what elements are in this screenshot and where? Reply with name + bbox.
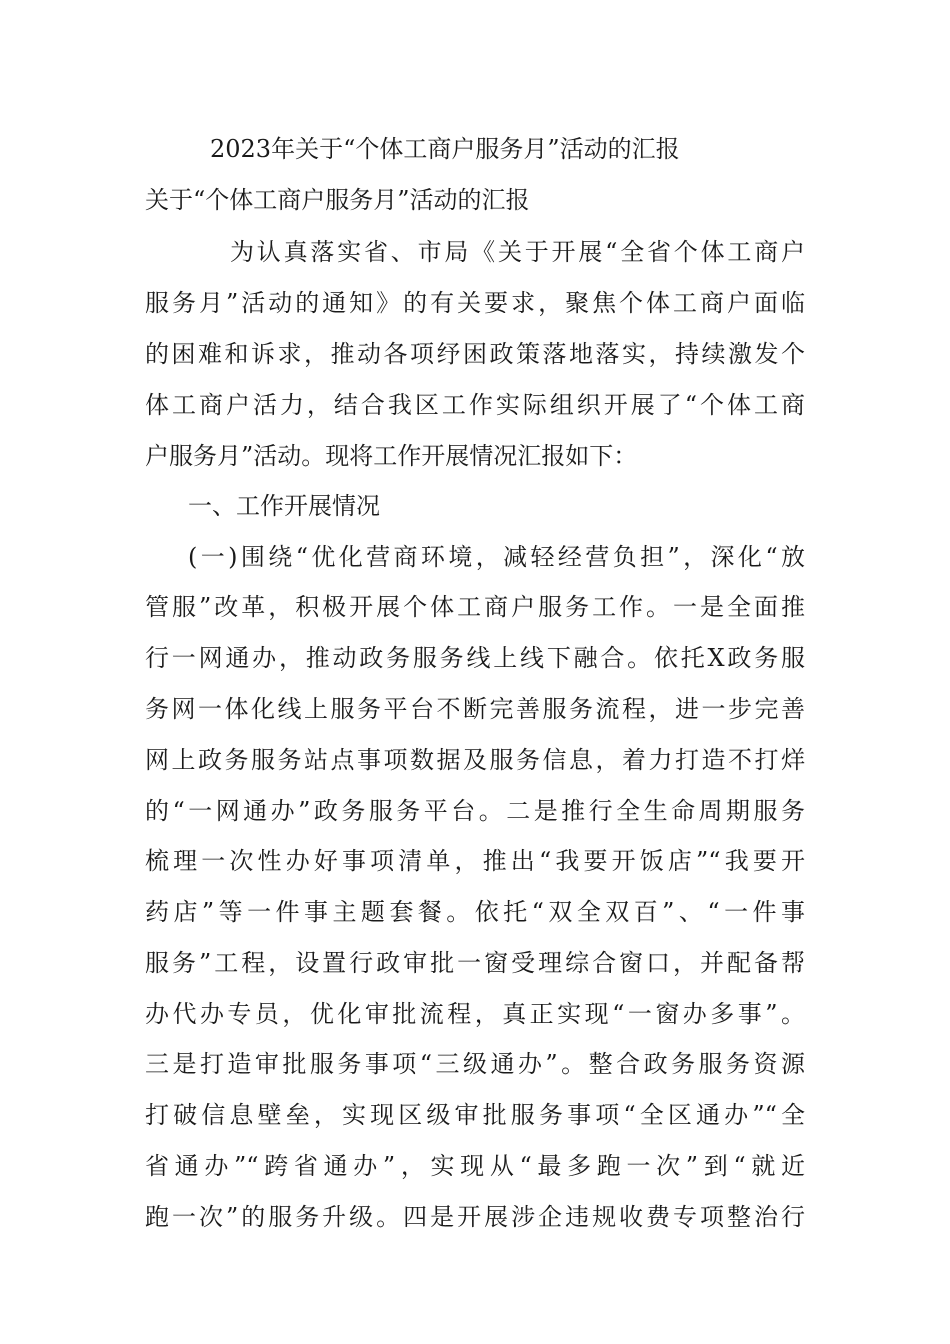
section-heading: 一、工作开展情况 — [188, 492, 380, 520]
body-line-20: 跑一次”的服务升级。四是开展涉企违规收费专项整治行 — [145, 1203, 805, 1231]
body-line-8: 管服”改革，积极开展个体工商户服务工作。一是全面推 — [145, 593, 805, 621]
body-line-14: 药店”等一件事主题套餐。依托“双全双百”、“一件事 — [145, 898, 805, 926]
body-line-4: 体工商户活力，结合我区工作实际组织开展了“个体工商 — [145, 391, 805, 419]
body-line-1: 为认真落实省、市局《关于开展“全省个体工商户 — [230, 238, 805, 266]
document-title: 2023年关于“个体工商户服务月”活动的汇报 — [210, 135, 680, 163]
body-line-10: 务网一体化线上服务平台不断完善服务流程，进一步完善 — [145, 695, 805, 723]
document-subtitle: 关于“个体工商户服务月”活动的汇报 — [145, 186, 530, 214]
body-line-9: 行一网通办，推动政务服务线上线下融合。依托X政务服 — [145, 644, 805, 672]
body-line-18: 打破信息壁垒，实现区级审批服务事项“全区通办”“全 — [145, 1101, 805, 1129]
body-line-13: 梳理一次性办好事项清单，推出“我要开饭店”“我要开 — [145, 847, 805, 875]
body-line-16: 办代办专员，优化审批流程，真正实现“一窗办多事”。 — [145, 1000, 805, 1028]
body-line-17: 三是打造审批服务事项“三级通办”。整合政务服务资源 — [145, 1050, 805, 1078]
body-line-12: 的“一网通办”政务服务平台。二是推行全生命周期服务 — [145, 797, 805, 825]
body-line-15: 服务”工程，设置行政审批一窗受理综合窗口，并配备帮 — [145, 949, 805, 977]
body-line-2: 服务月”活动的通知》的有关要求，聚焦个体工商户面临 — [145, 289, 805, 317]
body-line-7: (一)围绕“优化营商环境，减轻经营负担”，深化“放 — [188, 543, 805, 571]
body-line-11: 网上政务服务站点事项数据及服务信息，着力打造不打烊 — [145, 746, 805, 774]
body-line-3: 的困难和诉求，推动各项纾困政策落地落实，持续激发个 — [145, 340, 805, 368]
body-line-19: 省通办”“跨省通办”，实现从“最多跑一次”到“就近 — [145, 1152, 805, 1180]
body-line-5: 户服务月”活动。现将工作开展情况汇报如下： — [145, 442, 638, 470]
